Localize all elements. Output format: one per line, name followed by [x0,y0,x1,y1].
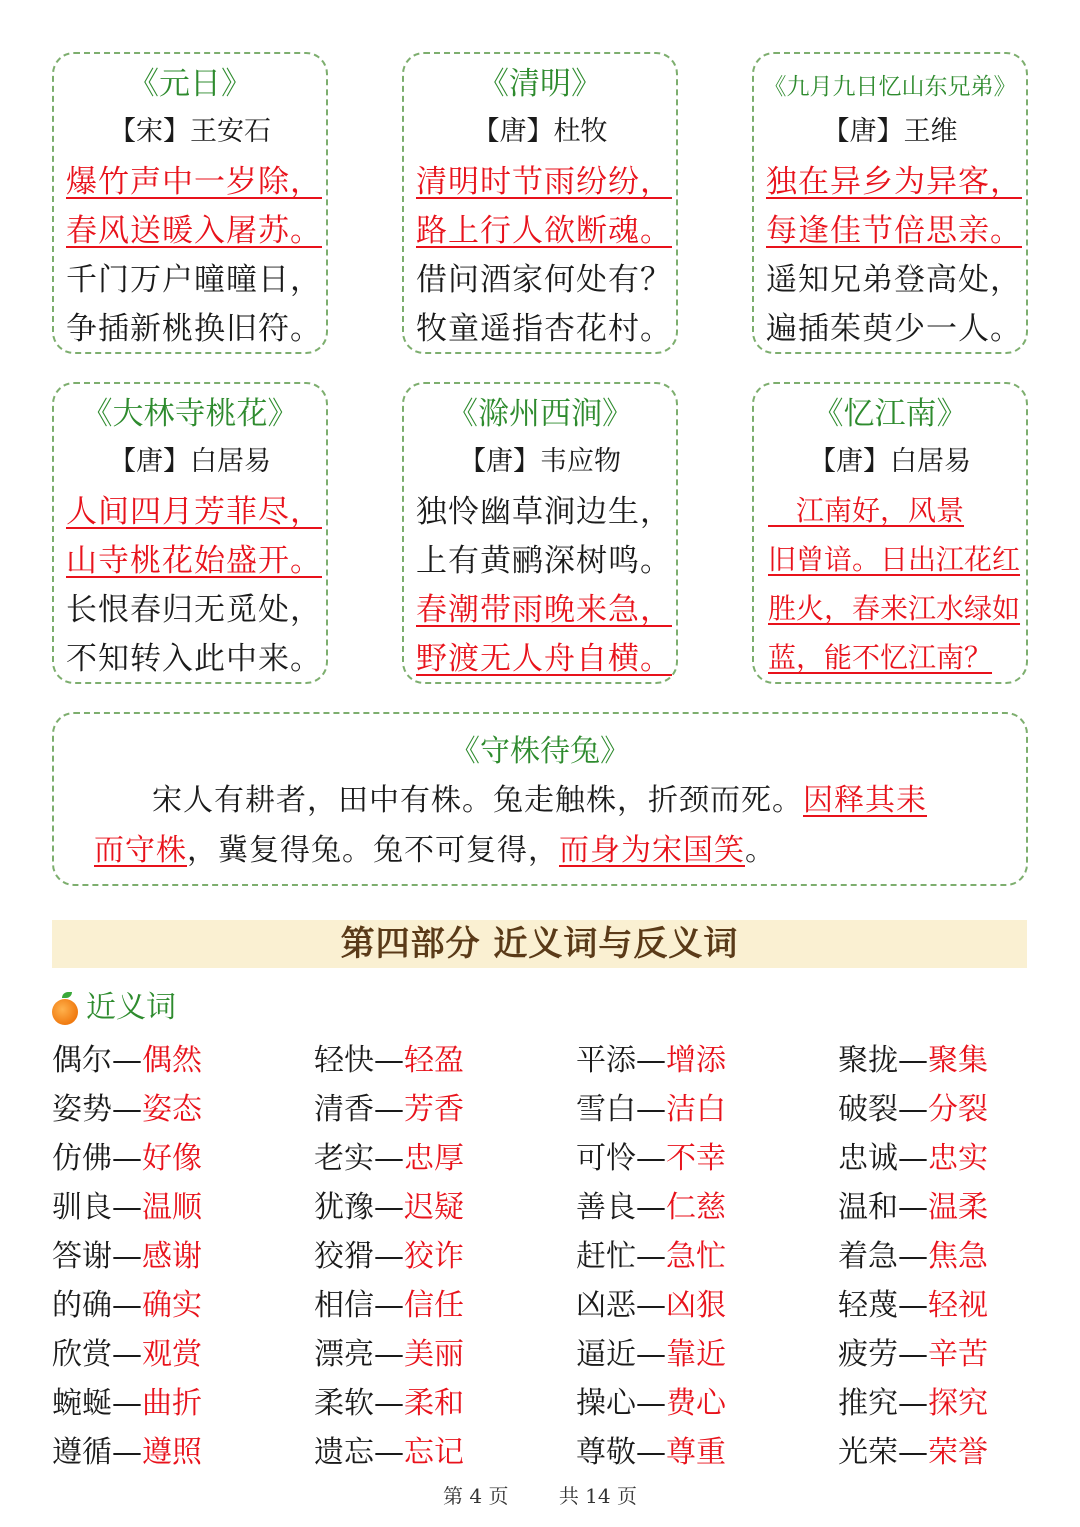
synonym-word: 相信 [314,1288,374,1323]
story-title: 《守株待兔》 [450,734,630,769]
synonym-pair [838,1183,1052,1232]
synonym-list [52,1036,1052,1477]
synonym-pair [838,1281,1052,1330]
synonym-word: 可怜 [576,1141,636,1176]
synonym-dash: — [898,1190,928,1225]
synonym-word: 的确 [52,1288,112,1323]
synonym-dash: — [898,1092,928,1127]
synonym-pair [314,1085,576,1134]
synonym-pair [838,1134,1052,1183]
synonym-answer: 曲折 [142,1386,202,1421]
poem-card-chuzhou [402,382,678,684]
story-text-segment: ，冀复得兔。兔不可复得， [187,833,559,868]
synonym-dash: — [636,1288,666,1323]
synonym-pair [52,1330,314,1379]
synonym-answer: 偶然 [142,1043,202,1078]
synonym-answer: 聚集 [928,1043,988,1078]
poem-lines [54,158,326,354]
synonym-word: 推究 [838,1386,898,1421]
synonym-answer: 凶狠 [666,1288,726,1323]
synonym-pair [838,1036,1052,1085]
poem-card-yijiangnan [752,382,1028,684]
synonym-answer: 确实 [142,1288,202,1323]
synonym-pair [838,1428,1052,1477]
poem-title: 《九月九日忆山东兄弟》 [763,74,1017,100]
synonym-pair [576,1085,838,1134]
poem-line-text: 春潮带雨晚来急， [416,592,672,628]
synonym-word: 姿势 [52,1092,112,1127]
synonym-dash: — [374,1386,404,1421]
synonym-word: 疲劳 [838,1337,898,1372]
synonym-dash: — [636,1141,666,1176]
synonym-answer: 分裂 [928,1092,988,1127]
synonym-dash: — [374,1043,404,1078]
poem-title: 《滁州西涧》 [447,396,633,432]
synonym-dash: — [112,1190,142,1225]
synonym-pair [314,1183,576,1232]
poem-prose-line: 江南好，风景 [768,494,965,527]
synonym-pair [576,1330,838,1379]
synonym-word: 赶忙 [576,1239,636,1274]
synonym-pair [314,1330,576,1379]
synonyms-heading-label: 近义词 [86,990,176,1025]
poem-line [66,488,326,537]
poem-line-text: 争插新桃换旧符。 [66,311,322,347]
poem-card-jiuyue [752,52,1028,354]
synonym-dash: — [112,1386,142,1421]
poem-line [66,256,326,305]
synonym-pair [52,1281,314,1330]
synonym-word: 善良 [576,1190,636,1225]
poem-line [766,305,1026,354]
poem-author: 【唐】白居易 [109,446,271,477]
poem-line [416,158,676,207]
synonym-answer: 辛苦 [928,1337,988,1372]
poem-lines [754,158,1026,354]
synonym-answer: 忠厚 [404,1141,464,1176]
poem-title: 《元日》 [128,66,252,102]
synonym-pair [576,1428,838,1477]
synonym-word: 漂亮 [314,1337,374,1372]
poem-prose-line: 旧曾谙。日出江花红 [768,543,1021,576]
synonym-answer: 忠实 [928,1141,988,1176]
synonym-word: 光荣 [838,1435,898,1470]
synonym-pair [314,1036,576,1085]
synonym-pair [576,1281,838,1330]
synonym-answer: 仁慈 [666,1190,726,1225]
synonym-pair [52,1085,314,1134]
synonym-dash: — [898,1043,928,1078]
poem-line [416,305,676,354]
synonym-word: 温和 [838,1190,898,1225]
synonym-word: 偶尔 [52,1043,112,1078]
poem-line-text: 长恨春归无觅处， [66,592,322,628]
synonym-word: 逼近 [576,1337,636,1372]
poem-line [66,586,326,635]
synonym-dash: — [636,1239,666,1274]
poem-line-text: 野渡无人舟自横。 [416,641,672,677]
poem-line [416,488,676,537]
poem-line-text: 山寺桃花始盛开。 [66,543,322,579]
synonym-dash: — [898,1435,928,1470]
poem-line [766,207,1026,256]
poem-line [766,158,1026,207]
synonym-dash: — [636,1092,666,1127]
poem-line-text: 遥知兄弟登高处， [766,262,1022,298]
poem-line-text: 人间四月芳菲尽， [66,494,322,530]
story-highlight: 而身为宋国笑 [559,833,745,868]
poem-prose-line: 蓝，能不忆江南？ [768,641,993,674]
synonym-dash: — [636,1337,666,1372]
synonym-dash: — [898,1386,928,1421]
synonym-dash: — [374,1141,404,1176]
synonym-pair [838,1085,1052,1134]
poem-line [416,256,676,305]
synonym-word: 尊敬 [576,1435,636,1470]
synonym-word: 驯良 [52,1190,112,1225]
synonym-answer: 美丽 [404,1337,464,1372]
synonym-pair [838,1330,1052,1379]
poem-author: 【唐】韦应物 [459,446,621,477]
synonym-answer: 靠近 [666,1337,726,1372]
poem-line-text: 爆竹声中一岁除， [66,164,322,200]
synonym-answer: 尊重 [666,1435,726,1470]
synonym-pair [52,1232,314,1281]
synonym-pair [576,1232,838,1281]
synonym-word: 遗忘 [314,1435,374,1470]
synonym-word: 聚拢 [838,1043,898,1078]
synonym-word: 蜿蜒 [52,1386,112,1421]
synonym-answer: 感谢 [142,1239,202,1274]
story-highlight: 因释其耒 [803,783,927,818]
synonym-answer: 好像 [142,1141,202,1176]
synonym-dash: — [112,1288,142,1323]
synonym-answer: 探究 [928,1386,988,1421]
poem-line [766,256,1026,305]
synonym-pair [314,1232,576,1281]
synonym-pair [314,1428,576,1477]
synonym-pair [314,1134,576,1183]
poem-line [416,207,676,256]
synonym-dash: — [112,1043,142,1078]
poem-card-yuanri [52,52,328,354]
synonym-word: 雪白 [576,1092,636,1127]
poem-line [416,537,676,586]
poem-line-text: 牧童遥指杏花村。 [416,311,672,347]
story-card-shouzhudaitu [52,712,1028,886]
synonym-word: 狡猾 [314,1239,374,1274]
synonym-pair [52,1183,314,1232]
poem-line [66,537,326,586]
synonym-answer: 温顺 [142,1190,202,1225]
synonym-pair [52,1379,314,1428]
synonym-dash: — [898,1288,928,1323]
poem-line-text: 独在异乡为异客， [766,164,1022,200]
synonym-answer: 轻盈 [404,1043,464,1078]
synonym-dash: — [898,1337,928,1372]
synonym-word: 犹豫 [314,1190,374,1225]
synonym-dash: — [898,1141,928,1176]
synonym-word: 轻快 [314,1043,374,1078]
synonym-dash: — [636,1386,666,1421]
page-number: 第 4 页 [443,1484,509,1508]
synonym-answer: 增添 [666,1043,726,1078]
synonym-answer: 遵照 [142,1435,202,1470]
poem-lines [404,488,676,684]
synonym-pair [576,1183,838,1232]
poem-line-text: 春风送暖入屠苏。 [66,213,322,249]
synonym-word: 轻蔑 [838,1288,898,1323]
poem-line-text: 路上行人欲断魂。 [416,213,672,249]
poem-card-qingming [402,52,678,354]
synonym-dash: — [898,1239,928,1274]
synonym-pair [576,1379,838,1428]
synonym-answer: 芳香 [404,1092,464,1127]
synonym-pair [838,1379,1052,1428]
synonym-answer: 信任 [404,1288,464,1323]
poem-author: 【唐】王维 [822,116,958,147]
poem-title: 《清明》 [478,66,602,102]
synonym-pair [576,1036,838,1085]
synonym-pair [838,1232,1052,1281]
story-text-segment: 。 [745,833,776,868]
poem-line [416,635,676,684]
poem-line-text: 借问酒家何处有？ [416,262,672,298]
synonym-answer: 费心 [666,1386,726,1421]
story-line-1 [90,776,990,826]
synonym-pair [52,1036,314,1085]
synonym-dash: — [636,1043,666,1078]
page-total: 共 14 页 [558,1484,637,1508]
synonym-dash: — [374,1288,404,1323]
synonym-dash: — [374,1239,404,1274]
synonym-pair [52,1428,314,1477]
poem-line-text: 遍插茱萸少一人。 [766,311,1022,347]
synonym-dash: — [112,1435,142,1470]
synonym-answer: 忘记 [404,1435,464,1470]
synonym-word: 破裂 [838,1092,898,1127]
synonym-dash: — [374,1190,404,1225]
orange-fruit-icon [52,999,78,1025]
synonym-word: 柔软 [314,1386,374,1421]
story-line-2 [90,826,990,876]
synonym-word: 操心 [576,1386,636,1421]
synonym-dash: — [112,1239,142,1274]
synonym-pair [576,1134,838,1183]
synonym-answer: 焦急 [928,1239,988,1274]
poem-title: 《大林寺桃花》 [81,396,299,432]
story-text-segment: 宋人有耕者，田中有株。兔走触株，折颈而死。 [90,783,803,818]
section-title: 第四部分 近义词与反义词 [52,920,1027,968]
synonym-dash: — [112,1337,142,1372]
poem-line-text: 清明时节雨纷纷， [416,164,672,200]
synonym-dash: — [112,1092,142,1127]
synonym-dash: — [374,1092,404,1127]
synonym-answer: 狡诈 [404,1239,464,1274]
poem-lines [404,158,676,354]
synonym-answer: 姿态 [142,1092,202,1127]
synonym-word: 清香 [314,1092,374,1127]
synonym-answer: 急忙 [666,1239,726,1274]
synonym-answer: 观赏 [142,1337,202,1372]
synonym-dash: — [374,1337,404,1372]
synonym-word: 忠诚 [838,1141,898,1176]
poem-line-text: 不知转入此中来。 [66,641,322,677]
synonym-dash: — [374,1435,404,1470]
synonym-dash: — [636,1190,666,1225]
synonym-answer: 不幸 [666,1141,726,1176]
poem-line-text: 上有黄鹂深树鸣。 [416,543,672,579]
poem-line [416,586,676,635]
synonym-answer: 柔和 [404,1386,464,1421]
poem-prose [754,486,1026,682]
poem-line-text: 千门万户曈曈日， [66,262,322,298]
story-text [54,776,1026,876]
poem-line [66,635,326,684]
synonym-answer: 温柔 [928,1190,988,1225]
synonym-word: 凶恶 [576,1288,636,1323]
poem-line [66,305,326,354]
poem-author: 【唐】杜牧 [472,116,608,147]
synonym-dash: — [636,1435,666,1470]
synonym-word: 平添 [576,1043,636,1078]
synonyms-heading [52,986,176,1030]
synonym-word: 仿佛 [52,1141,112,1176]
synonym-word: 答谢 [52,1239,112,1274]
synonym-word: 着急 [838,1239,898,1274]
poem-author: 【唐】白居易 [809,446,971,477]
poem-line [66,207,326,256]
poem-card-dalinsi [52,382,328,684]
synonym-pair [314,1379,576,1428]
poem-author: 【宋】王安石 [109,116,271,147]
synonym-pair [314,1281,576,1330]
synonym-answer: 轻视 [928,1288,988,1323]
synonym-word: 欣赏 [52,1337,112,1372]
page-footer [0,1480,1080,1509]
synonym-answer: 迟疑 [404,1190,464,1225]
poem-lines [54,488,326,684]
synonym-word: 遵循 [52,1435,112,1470]
poem-title: 《忆江南》 [812,396,968,432]
synonym-dash: — [112,1141,142,1176]
synonym-answer: 洁白 [666,1092,726,1127]
poem-line [66,158,326,207]
poem-line-text: 独怜幽草涧边生， [416,494,672,530]
poem-prose-line: 胜火，春来江水绿如 [768,592,1021,625]
story-highlight: 而守株 [94,833,187,868]
synonym-word: 老实 [314,1141,374,1176]
poem-line-text: 每逢佳节倍思亲。 [766,213,1022,249]
synonym-pair [52,1134,314,1183]
synonym-answer: 荣誉 [928,1435,988,1470]
